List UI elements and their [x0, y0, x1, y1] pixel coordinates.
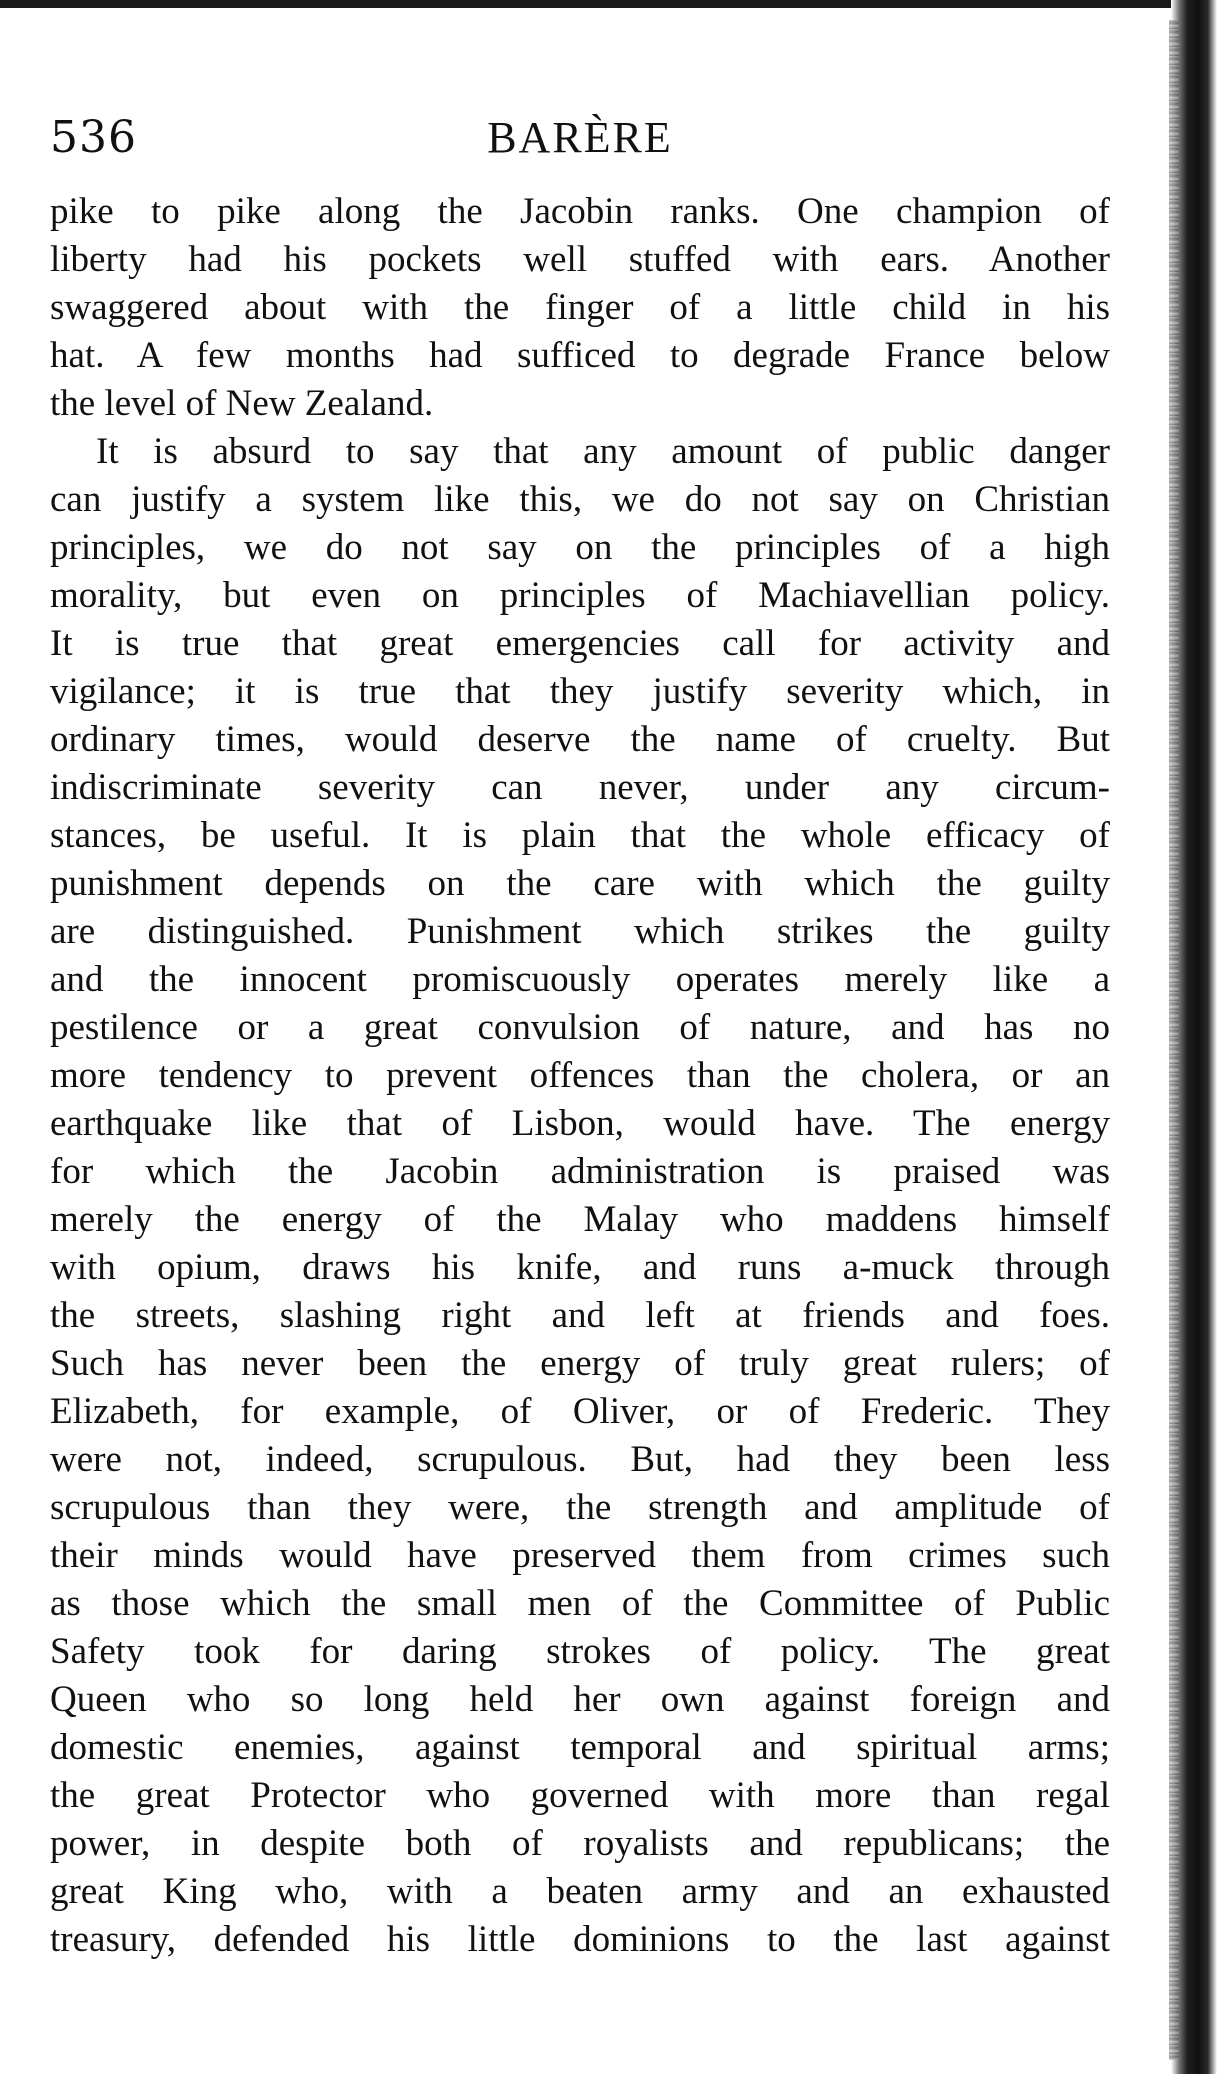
text-line: the great Protector who governed with more than regal: [50, 1775, 1110, 1816]
book-page: [50, 0, 1110, 2074]
text-line: scrupulous than they were, the strength and amplitude of: [50, 1487, 1110, 1528]
text-line: were not, indeed, scrupulous. But, had they been less: [50, 1439, 1110, 1480]
text-line: can justify a system like this, we do not say on Christian: [50, 479, 1110, 520]
text-line: ordinary times, would deserve the name of cruelty. But: [50, 719, 1110, 760]
text-line: Queen who so long held her own against foreign and: [50, 1679, 1110, 1720]
text-line: stances, be useful. It is plain that the whole efficacy of: [50, 815, 1110, 856]
text-line: indiscriminate severity can never, under any circum-: [50, 767, 1110, 808]
text-line: power, in despite both of royalists and republicans; the: [50, 1823, 1110, 1864]
text-line: more tendency to prevent offences than the cholera, or an: [50, 1055, 1110, 1096]
text-line: domestic enemies, against temporal and spiritual arms;: [50, 1727, 1110, 1768]
page-number: 536: [50, 112, 137, 163]
text-line: Such has never been the energy of truly great rulers; of: [50, 1343, 1110, 1384]
text-line: principles, we do not say on the principles of a high: [50, 527, 1110, 568]
text-line: pestilence or a great convulsion of nature, and has no: [50, 1007, 1110, 1048]
running-head: [50, 108, 1110, 168]
text-line: earthquake like that of Lisbon, would have. The energy: [50, 1103, 1110, 1144]
text-line: as those which the small men of the Committee of Public: [50, 1583, 1110, 1624]
text-line: Safety took for daring strokes of policy. The great: [50, 1631, 1110, 1672]
text-line: the level of New Zealand.: [50, 383, 434, 424]
page-edge-texture: [1169, 20, 1179, 2060]
body-text: [50, 188, 1110, 1964]
text-line: their minds would have preserved them from crimes such: [50, 1535, 1110, 1576]
text-line: for which the Jacobin administration is praised was: [50, 1151, 1110, 1192]
text-line: with opium, draws his knife, and runs a-muck through: [50, 1247, 1110, 1288]
running-title: BARÈRE: [487, 113, 673, 162]
text-line: vigilance; it is true that they justify severity which, in: [50, 671, 1110, 712]
text-line: great King who, with a beaten army and an exhausted: [50, 1871, 1110, 1912]
text-line: merely the energy of the Malay who maddens himself: [50, 1199, 1110, 1240]
text-line: treasury, defended his little dominions to the last against: [50, 1919, 1110, 1960]
text-line: and the innocent promiscuously operates merely like a: [50, 959, 1110, 1000]
text-line: the streets, slashing right and left at friends and foes.: [50, 1295, 1110, 1336]
text-line: liberty had his pockets well stuffed with ears. Another: [50, 239, 1110, 280]
text-line: morality, but even on principles of Machiavellian policy.: [50, 575, 1110, 616]
text-line: swaggered about with the finger of a little child in his: [50, 287, 1110, 328]
text-line: are distinguished. Punishment which strikes the guilty: [50, 911, 1110, 952]
text-line: It is true that great emergencies call for activity and: [50, 623, 1110, 664]
text-line: punishment depends on the care with which the guilty: [50, 863, 1110, 904]
text-line: hat. A few months had sufficed to degrade France below: [50, 335, 1110, 376]
text-line: Elizabeth, for example, of Oliver, or of Frederic. They: [50, 1391, 1110, 1432]
text-line: It is absurd to say that any amount of public danger: [96, 431, 1110, 472]
text-line: pike to pike along the Jacobin ranks. One champion of: [50, 191, 1110, 232]
